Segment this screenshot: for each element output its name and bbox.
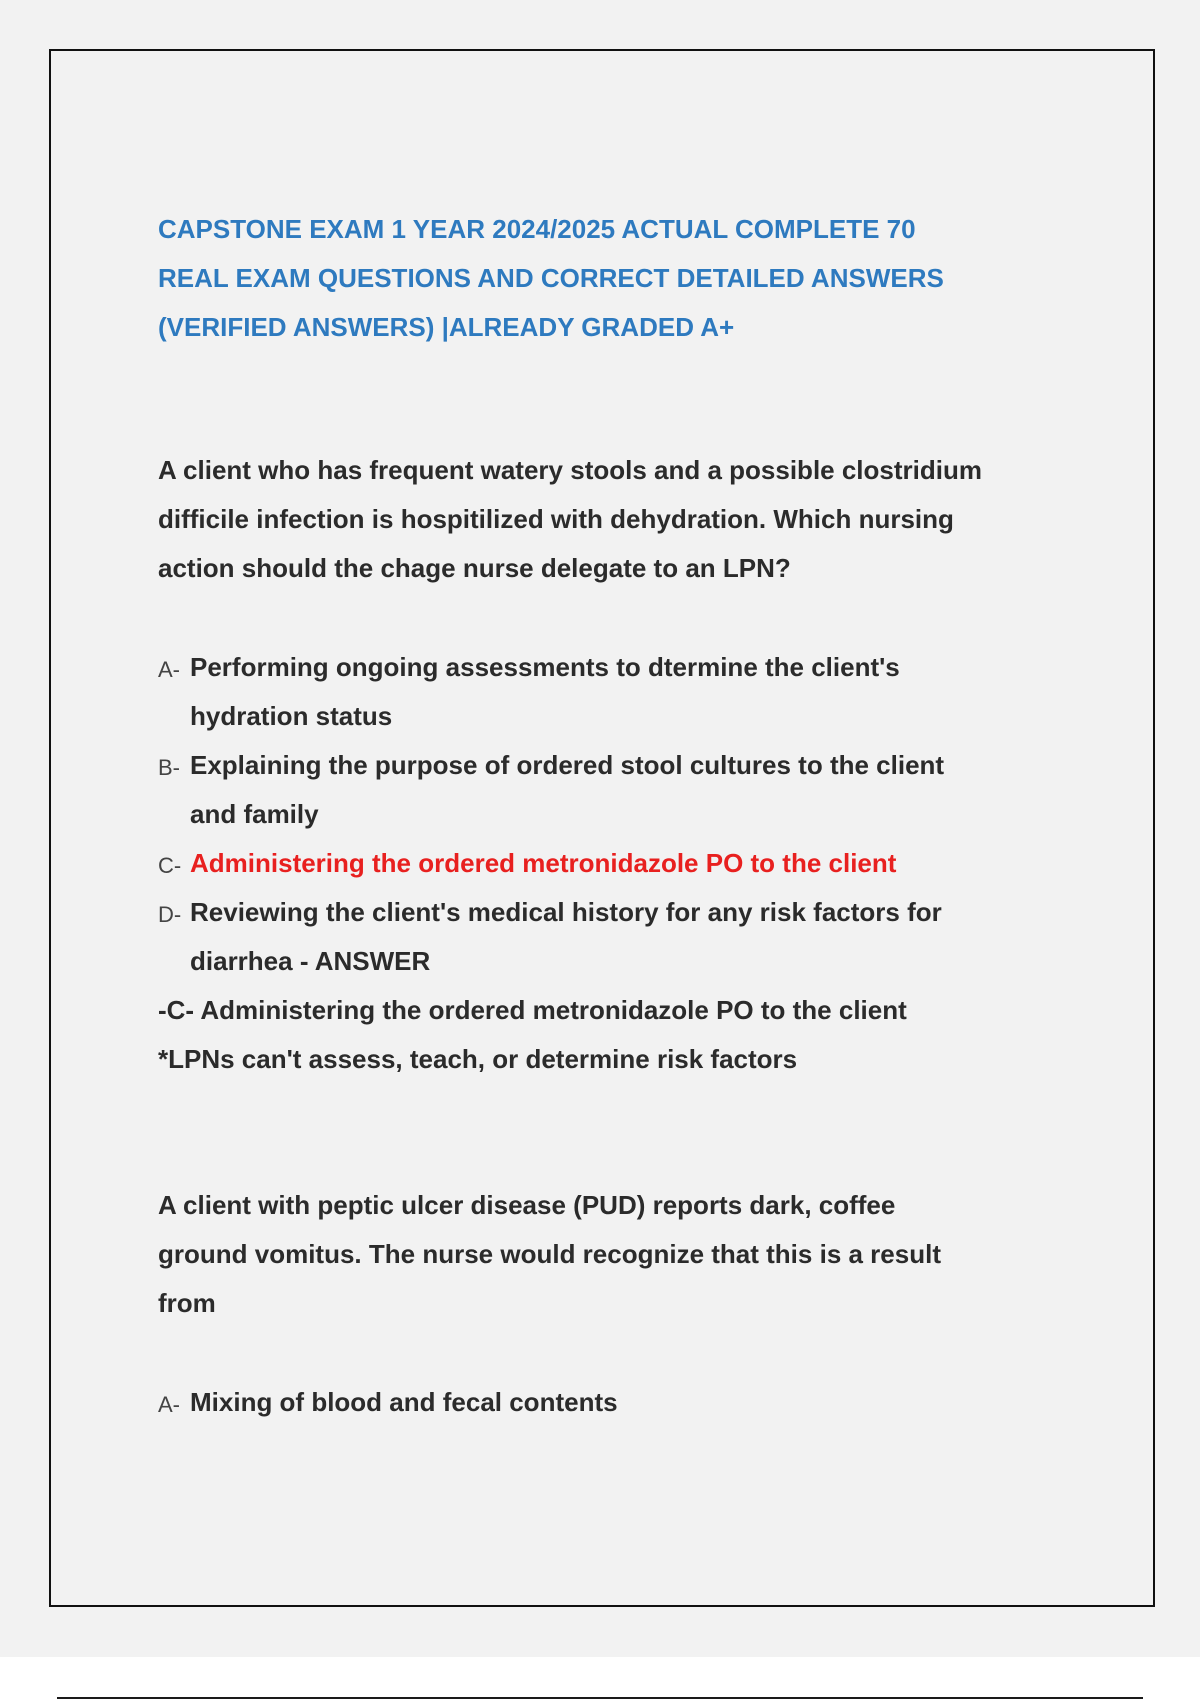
stem-line: A client with peptic ulcer disease (PUD) reports dark, coffee [158, 1190, 896, 1220]
stem-line: ground vomitus. The nurse would recognize that this is a result [158, 1239, 941, 1269]
option-text: Performing ongoing assessments to dtermine the client's [190, 652, 900, 682]
option-letter: A- [158, 657, 180, 682]
stem-line: action should the chage nurse delegate to an LPN? [158, 553, 791, 583]
answer-line: -C- Administering the ordered metronidazole PO to the client [158, 995, 907, 1025]
title-line: (VERIFIED ANSWERS) |ALREADY GRADED A+ [158, 312, 735, 342]
option-a [158, 1378, 1088, 1427]
option-a [158, 643, 1088, 741]
rationale-line: *LPNs can't assess, teach, or determine risk factors [158, 1044, 798, 1074]
title-line: CAPSTONE EXAM 1 YEAR 2024/2025 ACTUAL COMPLETE 70 [158, 214, 916, 244]
next-page-divider [57, 1697, 1143, 1699]
option-letter: C- [158, 853, 182, 878]
option-letter: D- [158, 902, 182, 927]
option-c-correct [158, 839, 1088, 888]
option-text: hydration status [190, 701, 393, 731]
option-letter: A- [158, 1392, 180, 1417]
option-text: Explaining the purpose of ordered stool cultures to the client [190, 750, 945, 780]
stem-line: from [158, 1288, 216, 1318]
option-text: Reviewing the client's medical history for any risk factors for [190, 897, 942, 927]
stem-line: difficile infection is hospitilized with dehydration. Which nursing [158, 504, 954, 534]
question-2-options [158, 1378, 1088, 1427]
option-text: diarrhea - ANSWER [190, 946, 431, 976]
question-1-options [158, 643, 1088, 1084]
option-b [158, 741, 1088, 839]
question-1-stem [158, 446, 1088, 593]
option-text-highlighted: Administering the ordered metronidazole PO to the client [190, 848, 897, 878]
option-d [158, 888, 1088, 986]
option-text: and family [190, 799, 319, 829]
title-line: REAL EXAM QUESTIONS AND CORRECT DETAILED ANSWERS [158, 263, 944, 293]
question-2-stem [158, 1181, 1088, 1328]
stem-line: A client who has frequent watery stools and a possible clostridium [158, 455, 982, 485]
option-letter: B- [158, 755, 180, 780]
document-title [158, 205, 1058, 352]
option-text: Mixing of blood and fecal contents [190, 1387, 618, 1417]
